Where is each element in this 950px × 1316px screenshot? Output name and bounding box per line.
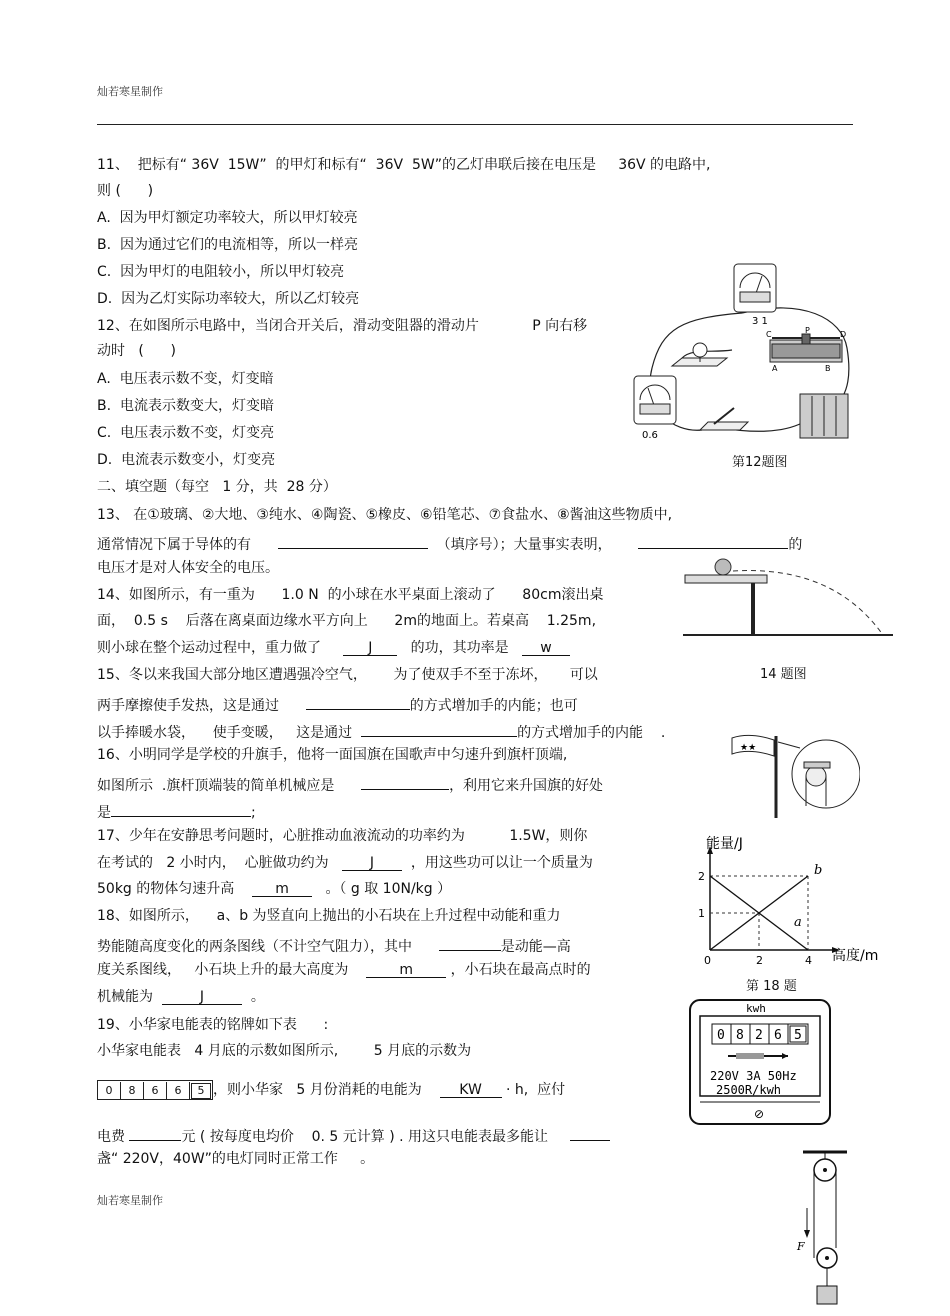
page-footer: 灿若寒星制作	[97, 1194, 163, 1207]
meter-digit-3: 2	[755, 1028, 763, 1043]
q19-blank-energy: KW	[440, 1081, 502, 1098]
q12-stem-line2: 动时 ( )	[97, 343, 176, 359]
xtick-0: 0	[704, 954, 711, 967]
pulley-figure	[795, 1148, 855, 1308]
q18-line3: 度关系图线， 小石块上升的最大高度为 m ，小石块在最高点时的	[97, 962, 591, 978]
q11-option-a: A. 因为甲灯额定功率较大，所以甲灯较亮	[97, 210, 358, 226]
ytick-1: 1	[698, 907, 705, 920]
q17-line2: 在考试的 2 小时内， 心脏做功约为 J ，用这些功可以让一个质量为	[97, 855, 593, 871]
chart-xlabel: 高度/m	[832, 948, 879, 964]
voltmeter-icon	[734, 264, 776, 312]
may-meter-reading: 0 8 6 6 5	[97, 1080, 213, 1100]
label-line-b: b	[814, 863, 823, 878]
q19-line4: 电费 元 ( 按每度电均价 0. 5 元计算 ) . 用这只电能表最多能让	[97, 1124, 610, 1146]
meter-digit-2: 8	[736, 1028, 744, 1043]
q11-option-b: B. 因为通过它们的电流相等，所以一样亮	[97, 237, 358, 253]
q12-stem-line1: 12、在如图所示电路中，当闭合开关后，滑动变阻器的滑动片 P 向右移	[97, 318, 588, 334]
label-line-a: a	[794, 915, 802, 930]
q16-line1: 16、小明同学是学校的升旗手，他将一面国旗在国歌声中匀速升到旗杆顶端,	[97, 747, 568, 763]
q18-line1: 18、如图所示， a、b 为竖直向上抛出的小石块在上升过程中动能和重力	[97, 908, 561, 924]
label-a: A	[772, 364, 778, 373]
chart-ylabel: 能量/J	[706, 836, 743, 852]
q15-blank-1	[306, 693, 410, 710]
q16-line3: 是 ;	[97, 800, 256, 822]
svg-text:★★: ★★	[740, 743, 757, 753]
ammeter-scale: 0.6	[642, 430, 658, 441]
meter-spec-2: 2500R/kwh	[716, 1083, 782, 1097]
page-header: 灿若寒星制作	[97, 85, 163, 98]
q16-line2: 如图所示 .旗杆顶端装的简单机械应是 ，利用它来升国旗的好处	[97, 773, 603, 795]
q18-line2: 势能随高度变化的两条图线（不计空气阻力），其中 是动能—高	[97, 934, 571, 956]
q19-line5: 盏“ 220V，40W”的电灯同时正常工作 。	[97, 1151, 375, 1167]
switch-icon	[700, 408, 748, 430]
q17-line1: 17、少年在安静思考问题时，心脏推动血液流动的功率约为 1.5W，则你	[97, 828, 588, 844]
electric-meter-figure	[688, 998, 832, 1126]
q14-figure-caption: 14 题图	[760, 667, 807, 682]
q13-blank-2	[638, 532, 788, 549]
energy-height-chart	[696, 826, 896, 974]
meter-digit-5: 5	[794, 1028, 802, 1043]
label-d: D	[840, 330, 847, 339]
q11-option-d: D. 因为乙灯实际功率较大，所以乙灯较亮	[97, 291, 360, 307]
ball-table-figure	[683, 555, 893, 645]
q14-line1: 14、如图所示，有一重为 1.0 N 的小球在水平桌面上滚动了 80cm滚出桌	[97, 587, 604, 603]
q12-option-a: A. 电压表示数不变，灯变暗	[97, 371, 274, 387]
force-label: F	[797, 1240, 805, 1253]
q12-option-d: D. 电流表示数变小，灯变亮	[97, 452, 276, 468]
q11-stem-line2: 则 ( )	[97, 183, 154, 199]
q19-blank-fee	[129, 1124, 181, 1141]
battery-icon	[800, 394, 848, 438]
q15-line3: 以手捧暖水袋， 使手变暖， 这是通过 的方式增加手的内能 .	[97, 720, 665, 742]
ytick-2: 2	[698, 870, 705, 883]
q18-figure-caption: 第 18 题	[746, 979, 797, 994]
q16-blank-2	[111, 800, 251, 817]
meter-symbol: ⊘	[754, 1107, 765, 1121]
q11-stem-line1: 11、 把标有“ 36V 15W” 的甲灯和标有“ 36V 5W”的乙灯串联后接在电压是 36V 的电路中,	[97, 157, 711, 173]
q19-line3: 0 8 6 6 5 ，则小华家 5 月份消耗的电能为 KW · h, 应付	[97, 1080, 565, 1100]
q19-line2: 小华家电能表 4 月底的示数如图所示, 5 月底的示数为	[97, 1043, 472, 1059]
q13-line2: 通常情况下属于导体的有 （填序号）；大量事实表明， 的	[97, 532, 802, 554]
lamp-icon	[672, 343, 727, 366]
q19-blank-lamps	[570, 1124, 610, 1141]
meter-digit-1: 0	[717, 1028, 725, 1043]
q12-option-b: B. 电流表示数变大，灯变暗	[97, 398, 274, 414]
q13-line1: 13、 在①玻璃、②大地、③纯水、④陶瓷、⑤橡皮、⑥铅笔芯、⑦食盐水、⑧酱油这些物质中,	[97, 507, 673, 523]
meter-unit: kwh	[746, 1002, 766, 1015]
xtick-2: 2	[756, 954, 763, 967]
q17-blank-height: m	[252, 880, 312, 897]
q16-blank-1	[361, 773, 449, 790]
ammeter-icon	[634, 376, 676, 424]
q19-line1: 19、小华家电能表的铭牌如下表 :	[97, 1017, 329, 1033]
rheostat-icon	[770, 334, 842, 362]
q15-blank-2	[361, 720, 517, 737]
meter-spec-1: 220V 3A 50Hz	[710, 1069, 797, 1083]
voltmeter-scale: 3 1	[752, 316, 768, 327]
q17-line3: 50kg 的物体匀速升高 m 。（ g 取 10N/kg ）	[97, 881, 452, 897]
label-b: B	[825, 364, 831, 373]
q15-line1: 15、冬以来我国大部分地区遭遇强冷空气， 为了使双手不至于冻坏， 可以	[97, 667, 598, 683]
flagpole-figure	[730, 728, 860, 820]
label-c: C	[766, 330, 772, 339]
q14-line3: 则小球在整个运动过程中，重力做了 J 的功，其功率是 w	[97, 639, 570, 657]
q11-option-c: C. 因为甲灯的电阻较小，所以甲灯较亮	[97, 264, 345, 280]
q12-figure-caption: 第12题图	[732, 455, 788, 470]
header-rule	[97, 124, 853, 125]
q18-blank-height: m	[366, 961, 446, 978]
xtick-4: 4	[805, 954, 812, 967]
q17-blank-work: J	[342, 854, 402, 871]
q12-option-c: C. 电压表示数不变，灯变亮	[97, 425, 275, 441]
q13-blank-1	[278, 532, 428, 549]
q14-line2: 面， 0.5 s 后落在离桌面边缘水平方向上 2m的地面上。若桌高 1.25m,	[97, 613, 597, 629]
meter-digit-4: 6	[774, 1028, 782, 1043]
label-p: P	[805, 326, 810, 335]
section-2-title: 二、填空题（每空 1 分，共 28 分）	[97, 479, 337, 495]
q18-blank-line	[439, 934, 501, 951]
q14-blank-power: w	[522, 639, 570, 656]
circuit-diagram	[622, 258, 862, 448]
q14-blank-work: J	[343, 639, 397, 656]
q13-line3: 电压才是对人体安全的电压。	[97, 560, 279, 576]
q15-line2: 两手摩擦使手发热，这是通过 的方式增加手的内能；也可	[97, 693, 578, 715]
q18-blank-energy: J	[162, 988, 242, 1005]
q18-line4: 机械能为 J 。	[97, 989, 265, 1005]
